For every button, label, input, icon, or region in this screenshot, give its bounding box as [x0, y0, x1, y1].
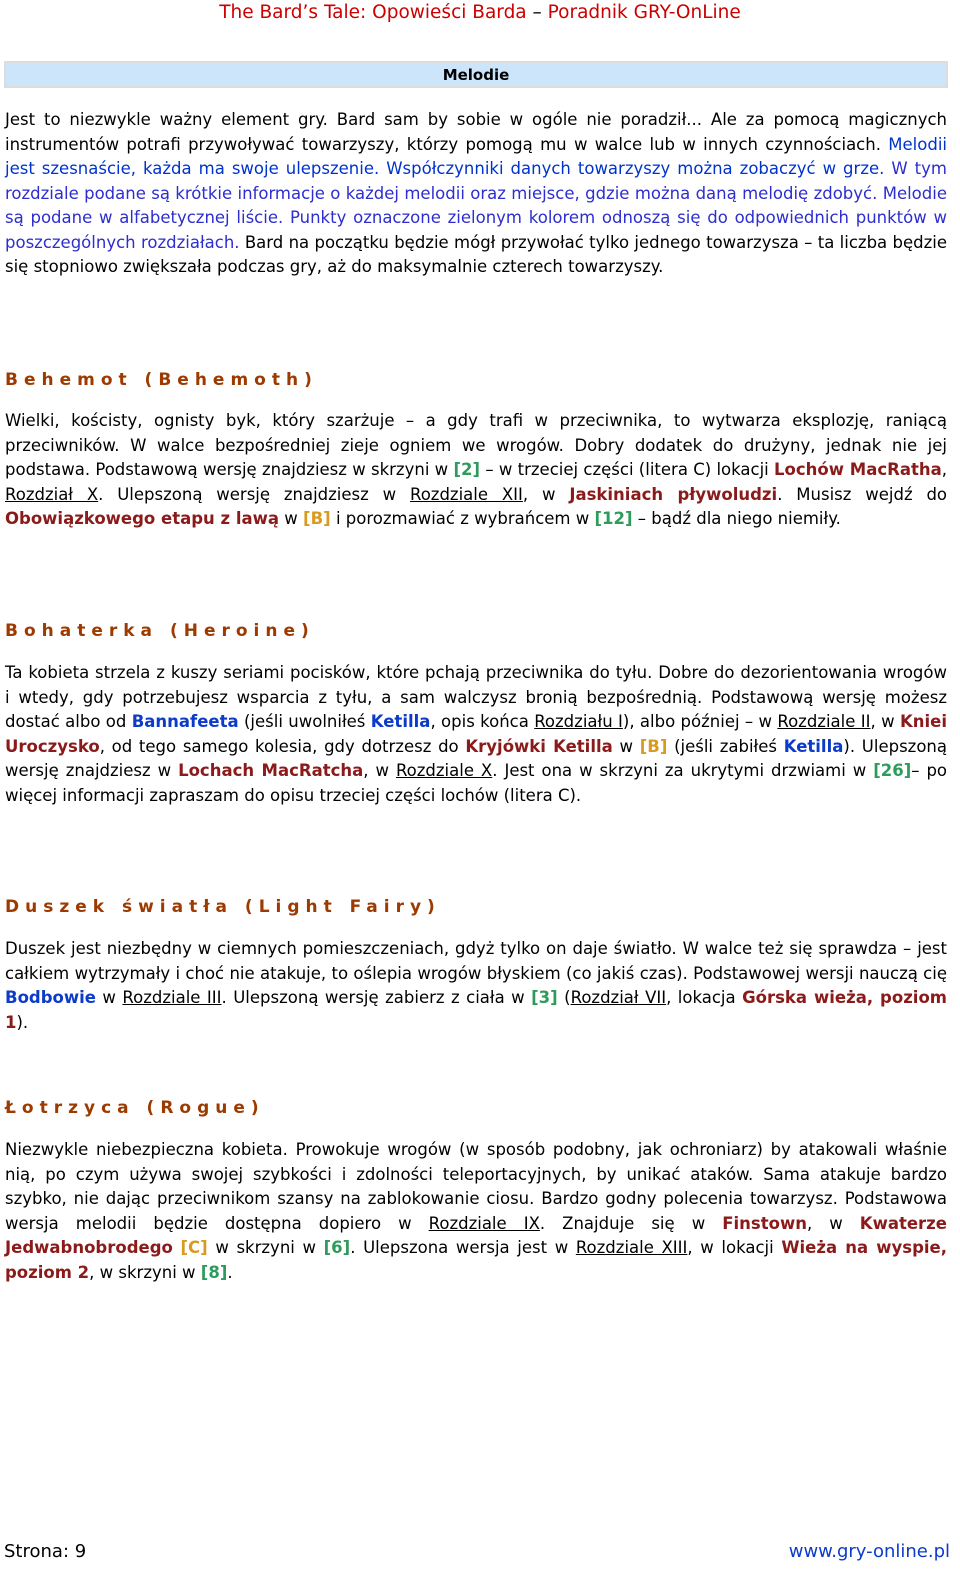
location-name: Obowiązkowego etapu z lawą: [5, 509, 280, 528]
location-name: Kwaterze Jedwabnobrodego: [5, 1213, 947, 1257]
location-name: Lochach MacRatcha: [178, 761, 364, 780]
text: , w lokacji: [687, 1238, 782, 1257]
chapter-link[interactable]: Rozdział VII: [570, 988, 667, 1007]
text: . Znajduje się w: [539, 1213, 723, 1233]
site-link[interactable]: www.gry-online.pl: [788, 1541, 950, 1562]
text: Niezwykle niebezpieczna kobieta. Prowokuje wrogów (w sposób podobny, jak ochroniarz) by atakowali właśnie nią, po czym używa swojej szybkości i zdolności teleportacyjnych, by unikać ataków. Sama atakuje bardzo szybko, nie dając przeciwnikom szansy na zablokowanie ciosu. Bardzo godny polecenia towarzysz. Podstawowa wersja melodii będzie dostępna dopiero w: [5, 1140, 947, 1233]
chapter-link[interactable]: Rozdziale IX: [428, 1213, 540, 1233]
point-ref: [8]: [200, 1262, 228, 1282]
intro-sentence-3: W tym rozdziale podane są krótkie informacje o każdej melodii oraz miejsce, gdzie można daną melodię zdobyć. Melodie są podane w alfabetycznej liście. Punkty oznaczone zielonym kolorem odnoszą się do odpowiednich punktów w poszczególnych rozdziałach.: [5, 159, 947, 252]
text: , opis końca: [430, 712, 535, 731]
chapter-link[interactable]: Rozdziale XII: [409, 484, 523, 504]
text: , w: [522, 484, 570, 504]
text: . Musisz wejdź do: [777, 484, 948, 504]
text: w: [279, 509, 304, 528]
point-ref: [C]: [180, 1238, 208, 1257]
banner-title: Melodie: [442, 66, 510, 84]
npc-name: Bodbowie: [5, 988, 96, 1007]
location-name: Jaskiniach pływoludzi: [569, 484, 778, 504]
text: , od tego samego kolesia, gdy dotrzesz do: [99, 736, 466, 756]
npc-name: Ketilla: [370, 712, 431, 731]
location-name: Kryjówki Ketilla: [465, 736, 613, 756]
point-ref: [B]: [639, 736, 668, 756]
text: i porozmawiać z wybrańcem w: [330, 509, 595, 528]
text: .: [227, 1262, 233, 1282]
text: ). Ulepszoną wersję znajdziesz w: [5, 736, 947, 780]
text: . Ulepszona wersja jest w: [350, 1238, 576, 1257]
text: w: [612, 736, 640, 756]
section-banner: [4, 61, 948, 88]
text: w: [95, 988, 123, 1007]
text: , w: [363, 761, 396, 780]
text: Duszek jest niezbędny w ciemnych pomieszczeniach, gdyż tylko on daje światło. W walce też się sprawdza – jest całkiem wytrzymały i choć nie atakuje, to oślepia wrogów błyskiem (co jakiś czas). Podstawowej wersji nauczą cię: [5, 939, 947, 983]
text: , w: [870, 712, 900, 731]
heading-rogue: Łotrzyca (Rogue): [5, 1098, 265, 1118]
intro-sentence-4: Bard na początku będzie mógł przywołać tylko jednego towarzysza – ta liczba będzie się stopniowo zwiększała podczas gry, aż do maksymalnie czterech towarzyszy.: [5, 232, 947, 276]
chapter-link[interactable]: Rozdziału I: [534, 712, 623, 731]
text: , w skrzyni w: [89, 1262, 201, 1282]
point-ref: [2]: [453, 460, 481, 479]
text: Ta kobieta strzela z kuszy seriami pocisków, które pchają przeciwnika do tyłu. Dobre do dezorientowania wrogów i wtedy, gdy potrzebujesz wsparcia z tyłu, a sam walczysz bronią bezpośrednią. Podstawową wersję możesz dostać albo od: [5, 663, 947, 731]
intro-sentence-2: Melodii jest szesnaście, każda ma swoje ulepszenie. Współczynniki danych towarzyszy można zobaczyć w grze.: [5, 134, 947, 178]
heading-heroine: Bohaterka (Heroine): [5, 621, 315, 641]
document-header: [0, 0, 960, 30]
npc-name: Ketilla: [783, 736, 844, 756]
heading-behemoth: Behemot (Behemoth): [5, 370, 318, 390]
header-game-title: The Bard’s Tale: Opowieści Barda: [219, 2, 527, 23]
fairy-paragraph: [5, 937, 947, 1035]
point-ref: [12]: [594, 509, 633, 528]
text: (: [557, 988, 571, 1007]
text: ), albo później – w: [622, 712, 778, 731]
text: – bądź dla niego niemiły.: [632, 509, 841, 528]
point-ref: [6]: [323, 1238, 351, 1257]
chapter-link[interactable]: Rozdziale II: [777, 712, 871, 731]
heroine-paragraph: [5, 661, 947, 808]
chapter-link[interactable]: Rozdziale X: [395, 761, 493, 780]
location-name: Lochów MacRatha: [774, 460, 942, 479]
rogue-paragraph: [5, 1138, 947, 1285]
text: – w trzeciej części (litera C) lokacji: [480, 460, 775, 479]
text: . Jest ona w skrzyni za ukrytymi drzwiami w: [492, 761, 874, 780]
point-ref: [26]: [873, 761, 912, 780]
text: Wielki, kościsty, ognisty byk, który szarżuje – a gdy trafi w przeciwnika, to wytwarza eksplozję, raniącą przeciwników. W walce bezpośredniej zieje ogniem we wrogów. Dobry dodatek do drużyny, jednak nie jej podstawa. Podstawową wersję znajdziesz w skrzyni w: [5, 411, 947, 479]
text: (jeśli zabiłeś: [667, 736, 784, 756]
text: ,: [941, 460, 947, 479]
text: w skrzyni w: [207, 1238, 324, 1257]
point-ref: [3]: [531, 988, 558, 1007]
point-ref: [B]: [303, 509, 331, 528]
header-guide-title: Poradnik GRY-OnLine: [547, 2, 741, 23]
location-name: Kniei Uroczysko: [5, 712, 947, 756]
heading-light-fairy: Duszek światła (Light Fairy): [5, 897, 441, 917]
chapter-link[interactable]: Rozdziale III: [122, 988, 222, 1007]
text: . Ulepszoną wersję zabierz z ciała w: [221, 988, 532, 1007]
text: (jeśli uwolniłeś: [238, 712, 371, 731]
npc-name: Bannafeeta: [131, 712, 239, 731]
location-name: Finstown: [722, 1213, 807, 1233]
text: . Ulepszoną wersję znajdziesz w: [98, 484, 410, 504]
text: , lokacja: [666, 988, 743, 1007]
text: , w: [806, 1213, 860, 1233]
chapter-link[interactable]: Rozdziale XIII: [575, 1238, 688, 1257]
text: ).: [16, 1012, 29, 1032]
text: [173, 1238, 181, 1257]
page-number: Strona: 9: [4, 1541, 87, 1562]
chapter-link[interactable]: Rozdział X: [5, 484, 99, 504]
text: – po więcej informacji zapraszam do opisu trzeciej części lochów (litera C).: [5, 761, 948, 805]
behemoth-paragraph: [5, 409, 947, 532]
intro-sentence-1: Jest to niezwykle ważny element gry. Bard sam by sobie w ogóle nie poradził... Ale za pomocą magicznych instrumentów potrafi przywoływać towarzyszy, którzy pomogą mu w walce lub w innych czynnościach.: [5, 110, 947, 154]
header-dash: –: [526, 2, 548, 23]
intro-paragraph: [5, 108, 947, 280]
location-name: Górska wieża, poziom 1: [5, 988, 947, 1032]
location-name: Wieża na wyspie, poziom 2: [5, 1238, 947, 1282]
